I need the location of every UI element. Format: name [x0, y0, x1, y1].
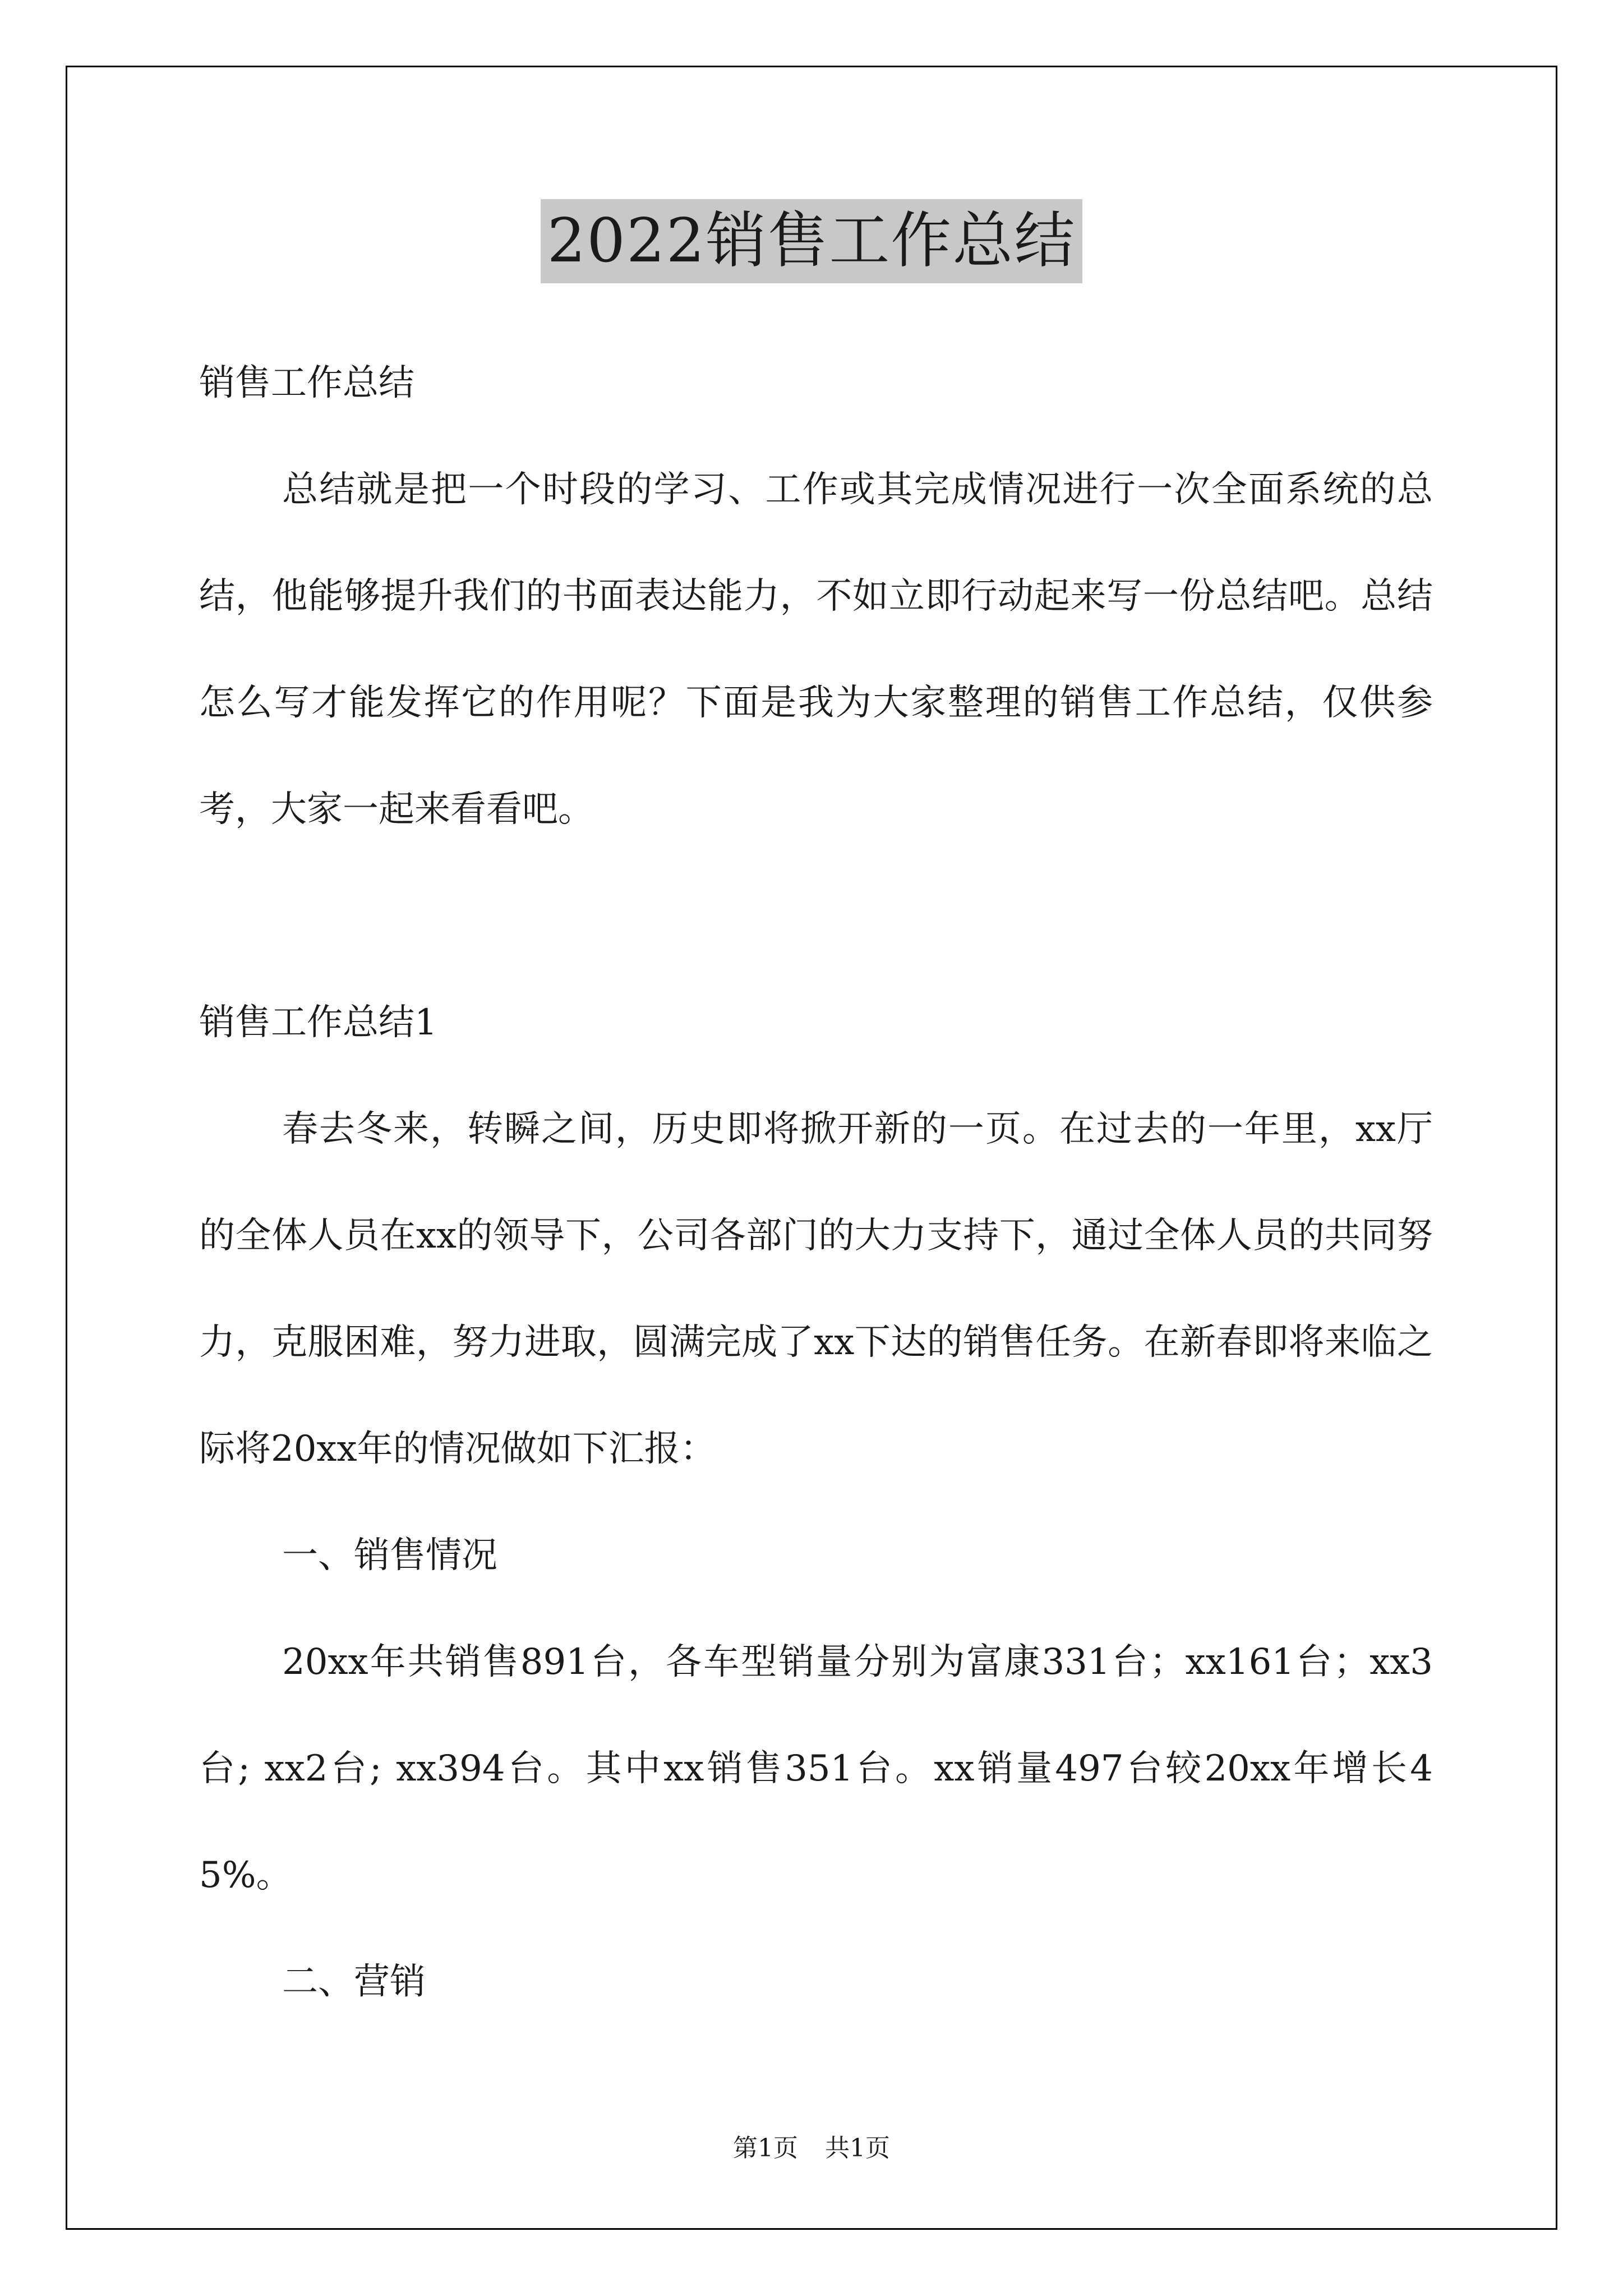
- intro-paragraph: 总结就是把一个时段的学习、工作或其完成情况进行一次全面系统的总结，他能够提升我们的书面表达能力，不如立即行动起来写一份总结吧。总结怎么写才能发挥它的作用呢？下面是我为大家整理的销售工作总结，仅供参考，大家一起来看看吧。: [199, 469, 1433, 830]
- page-total: 共1页: [825, 2134, 890, 2162]
- intro-label: 销售工作总结: [199, 362, 414, 404]
- document-title: 2022销售工作总结: [541, 199, 1083, 283]
- page-footer: [0, 2132, 1623, 2165]
- page-number: 第1页: [733, 2134, 798, 2162]
- title-container: [0, 199, 1623, 283]
- sales-paragraph: 20xx年共销售891台，各车型销量分别为富康331台；xx161台；xx3台; xx2台; xx394台。其中xx销售351台。xx销量497台较20xx年增长45%。: [199, 1641, 1433, 1896]
- document-body: [199, 330, 1433, 2035]
- body-paragraph: 春去冬来，转瞬之间，历史即将掀开新的一页。在过去的一年里，xx厅的全体人员在xx的领导下，公司各部门的大力支持下，通过全体人员的共同努力，克服困难，努力进取，圆满完成了xx下达的销售任务。在新春即将来临之际将20xx年的情况做如下汇报：: [199, 1108, 1433, 1470]
- heading-marketing: 二、营销: [282, 1961, 426, 2003]
- blank-line: [199, 863, 1433, 969]
- heading-sales: 一、销售情况: [282, 1535, 497, 1576]
- section-label: 销售工作总结1: [199, 1002, 437, 1043]
